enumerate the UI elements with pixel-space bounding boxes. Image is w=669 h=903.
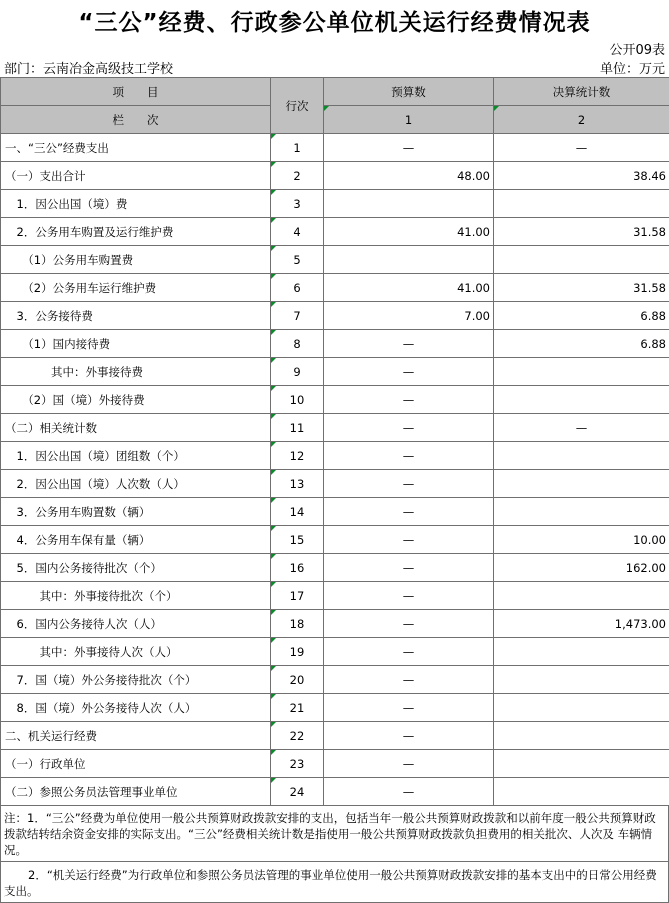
table-row — [1, 274, 669, 302]
row-number: 13 — [271, 470, 324, 498]
row-budget: — — [324, 442, 494, 470]
row-budget: — — [324, 638, 494, 666]
row-item: 6．国内公务接待人次（人） — [1, 610, 271, 638]
table-row — [1, 582, 669, 610]
row-actual: 10.00 — [494, 526, 669, 554]
table-row — [1, 330, 669, 358]
row-budget: — — [324, 722, 494, 750]
row-budget: — — [324, 358, 494, 386]
row-budget: — — [324, 526, 494, 554]
row-budget: — — [324, 694, 494, 722]
unit-label: 单位：万元 — [599, 62, 665, 77]
row-number: 23 — [271, 750, 324, 778]
row-item: 5．国内公务接待批次（个） — [1, 554, 271, 582]
row-actual: 31.58 — [494, 218, 669, 246]
row-number: 2 — [271, 162, 324, 190]
header-budget: 预算数 — [324, 78, 494, 106]
row-actual — [494, 722, 669, 750]
department-label: 部门：云南冶金高级技工学校 — [4, 62, 174, 77]
page-title: “三公”经费、行政参公单位机关运行经费情况表 — [78, 10, 591, 36]
row-number: 24 — [271, 778, 324, 806]
header-actual-col: 2 — [494, 106, 669, 134]
header-actual: 决算统计数 — [494, 78, 669, 106]
row-item: 1．因公出国（境）团组数（个） — [1, 442, 271, 470]
row-number: 22 — [271, 722, 324, 750]
table-row — [1, 134, 669, 162]
row-item: （1）国内接待费 — [1, 330, 271, 358]
table-row — [1, 750, 669, 778]
row-number: 3 — [271, 190, 324, 218]
row-item: 其中：外事接待批次（个） — [1, 582, 271, 610]
row-budget: 7.00 — [324, 302, 494, 330]
row-actual: — — [494, 134, 669, 162]
row-number: 10 — [271, 386, 324, 414]
row-number: 21 — [271, 694, 324, 722]
row-budget: — — [324, 414, 494, 442]
row-budget: — — [324, 750, 494, 778]
row-item: 一、“三公”经费支出 — [1, 134, 271, 162]
row-item: 2．公务用车购置及运行维护费 — [1, 218, 271, 246]
table-row — [1, 526, 669, 554]
row-number: 6 — [271, 274, 324, 302]
row-number: 7 — [271, 302, 324, 330]
row-actual — [494, 498, 669, 526]
table-row — [1, 610, 669, 638]
row-item: （二）参照公务员法管理事业单位 — [1, 778, 271, 806]
row-budget: 48.00 — [324, 162, 494, 190]
row-number: 8 — [271, 330, 324, 358]
row-item: （2）国（境）外接待费 — [1, 386, 271, 414]
row-budget: — — [324, 610, 494, 638]
row-number: 12 — [271, 442, 324, 470]
table-row — [1, 778, 669, 806]
row-item: 1．因公出国（境）费 — [1, 190, 271, 218]
row-budget: — — [324, 134, 494, 162]
row-actual: — — [494, 414, 669, 442]
row-budget: 41.00 — [324, 218, 494, 246]
row-item: （一）行政单位 — [1, 750, 271, 778]
row-budget: — — [324, 554, 494, 582]
row-actual: 6.88 — [494, 302, 669, 330]
row-budget: — — [324, 386, 494, 414]
row-actual — [494, 246, 669, 274]
table-row — [1, 694, 669, 722]
row-actual — [494, 358, 669, 386]
row-number: 15 — [271, 526, 324, 554]
row-number: 18 — [271, 610, 324, 638]
row-actual: 1,473.00 — [494, 610, 669, 638]
row-budget: — — [324, 470, 494, 498]
row-number: 14 — [271, 498, 324, 526]
row-budget — [324, 246, 494, 274]
row-number: 11 — [271, 414, 324, 442]
table-row — [1, 218, 669, 246]
note-1: 注：1．“三公”经费为单位使用一般公共预算财政拨款安排的支出，包括当年一般公共预算财政拨款和以前年度一般公共预算财政拨款结转结余资金安排的实际支出。“三公”经费相关统计数是指使用一般公共预算财政拨款负担费用的相关批次、人次及 车辆情况。 — [1, 806, 668, 862]
header-budget-col: 1 — [324, 106, 494, 134]
row-actual — [494, 778, 669, 806]
table-row — [1, 246, 669, 274]
row-actual — [494, 638, 669, 666]
row-item: （1）公务用车购置费 — [1, 246, 271, 274]
row-number: 20 — [271, 666, 324, 694]
row-item: 二、机关运行经费 — [1, 722, 271, 750]
table-row — [1, 190, 669, 218]
header-item-sub: 栏 次 — [1, 106, 271, 134]
table-row — [1, 442, 669, 470]
row-budget: — — [324, 666, 494, 694]
row-number: 1 — [271, 134, 324, 162]
table-row — [1, 554, 669, 582]
table-row — [1, 722, 669, 750]
header-row-no: 行次 — [271, 78, 324, 134]
header-item: 项 目 — [1, 78, 271, 106]
row-item: 其中：外事接待费 — [1, 358, 271, 386]
row-budget — [324, 190, 494, 218]
row-item: 其中：外事接待人次（人） — [1, 638, 271, 666]
row-number: 9 — [271, 358, 324, 386]
row-actual — [494, 694, 669, 722]
row-budget: 41.00 — [324, 274, 494, 302]
form-number: 公开09表 — [609, 43, 665, 58]
row-actual: 6.88 — [494, 330, 669, 358]
row-item: 3．公务用车购置数（辆） — [1, 498, 271, 526]
row-number: 4 — [271, 218, 324, 246]
row-item: （一）支出合计 — [1, 162, 271, 190]
table-row — [1, 470, 669, 498]
row-item: 7．国（境）外公务接待批次（个） — [1, 666, 271, 694]
row-item: 4．公务用车保有量（辆） — [1, 526, 271, 554]
table-row — [1, 358, 669, 386]
note-2: 2．“机关运行经费”为行政单位和参照公务员法管理的事业单位使用一般公共预算财政拨款安排的基本支出中的日常公用经费支出。 — [4, 868, 657, 898]
row-actual — [494, 190, 669, 218]
table-row — [1, 638, 669, 666]
row-budget: — — [324, 330, 494, 358]
row-item: （二）相关统计数 — [1, 414, 271, 442]
table-row — [1, 498, 669, 526]
row-actual: 31.58 — [494, 274, 669, 302]
row-number: 19 — [271, 638, 324, 666]
notes-section — [0, 806, 669, 903]
row-item: 3．公务接待费 — [1, 302, 271, 330]
row-actual — [494, 386, 669, 414]
row-actual — [494, 582, 669, 610]
row-item: 2．因公出国（境）人次数（人） — [1, 470, 271, 498]
row-actual: 162.00 — [494, 554, 669, 582]
row-item: （2）公务用车运行维护费 — [1, 274, 271, 302]
row-actual: 38.46 — [494, 162, 669, 190]
table-row — [1, 302, 669, 330]
row-budget: — — [324, 778, 494, 806]
row-actual — [494, 470, 669, 498]
row-actual — [494, 442, 669, 470]
row-item: 8．国（境）外公务接待人次（人） — [1, 694, 271, 722]
table-row — [1, 386, 669, 414]
expense-table — [0, 77, 669, 806]
table-row — [1, 414, 669, 442]
row-budget: — — [324, 582, 494, 610]
table-row — [1, 162, 669, 190]
row-actual — [494, 666, 669, 694]
row-number: 17 — [271, 582, 324, 610]
row-number: 16 — [271, 554, 324, 582]
table-row — [1, 666, 669, 694]
row-actual — [494, 750, 669, 778]
row-budget: — — [324, 498, 494, 526]
row-number: 5 — [271, 246, 324, 274]
